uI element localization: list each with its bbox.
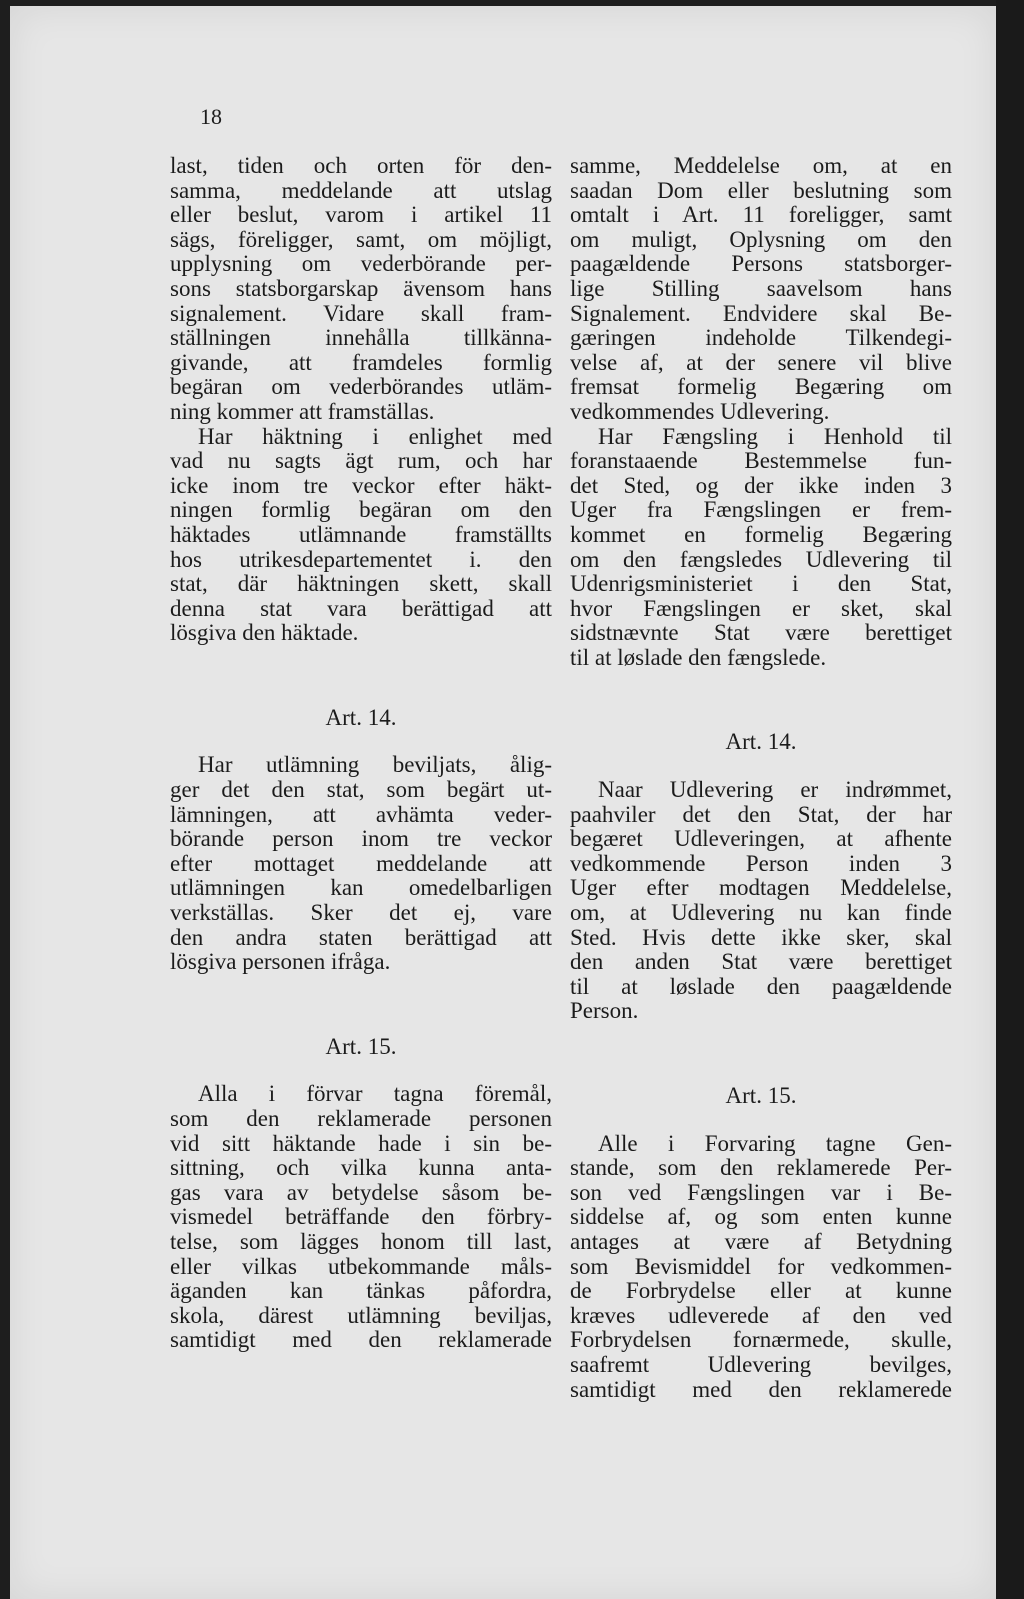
text-line: sons statsborgarskap ävensom hans <box>170 275 552 301</box>
text-line: Signalement. Endvidere skal Be- <box>570 300 952 326</box>
text-line: verkställas. Sker det ej, vare <box>170 900 552 926</box>
text-line: fremsat formelig Begæring om <box>570 374 952 400</box>
text-line: efter mottaget meddelande att <box>170 850 552 876</box>
danish-art15-paragraph <box>570 1132 952 1403</box>
text-line: saadan Dom eller beslutning som <box>570 177 952 203</box>
swedish-art15-heading: Art. 15. <box>325 1033 397 1059</box>
text-line: eller beslut, varom i artikel 11 <box>170 202 552 228</box>
text-line: om muligt, Oplysning om den <box>570 226 952 252</box>
text-line: samtidigt med den reklamerede <box>570 1376 952 1402</box>
text-line: saafremt Udlevering bevilges, <box>570 1351 952 1377</box>
text-line: lige Stilling saavelsom hans <box>570 275 952 301</box>
text-line: til at løslade den fængslede. <box>570 644 827 670</box>
text-line: stat, där häktningen skett, skall <box>170 571 552 597</box>
text-line: velse af, at der senere vil blive <box>570 349 952 375</box>
text-line: begæret Udleveringen, at afhente <box>570 826 952 852</box>
text-line: om den fængsledes Udlevering til <box>570 546 952 572</box>
text-line: som den reklamerade personen <box>170 1106 552 1131</box>
text-line: gæringen indeholde Tilkendegi- <box>570 325 952 351</box>
text-line: gas vara av betydelse såsom be- <box>170 1179 552 1205</box>
text-line: telse, som lägges honom till last, <box>170 1228 552 1254</box>
text-line: paahviler det den Stat, der har <box>570 801 952 827</box>
text-line: eller vilkas utbekommande måls- <box>170 1253 552 1279</box>
text-line: skola, därest utlämning beviljas, <box>170 1302 552 1328</box>
page-number: 18 <box>200 104 222 129</box>
text-line: den anden Stat være berettiget <box>570 949 952 975</box>
text-line: Uger fra Fængslingen er frem- <box>570 497 952 523</box>
text-line: signalement. Vidare skall fram- <box>170 300 552 326</box>
swedish-paragraph-2 <box>170 425 552 646</box>
text-line: börande person inom tre veckor <box>170 826 552 852</box>
text-line: antages at være af Betydning <box>570 1228 952 1254</box>
text-line: sidstnævnte Stat være berettiget <box>570 620 952 646</box>
text-line: begäran om vederbörandes utläm- <box>170 374 552 400</box>
text-line: de Forbrydelse eller at kunne <box>570 1278 952 1304</box>
text-line: sittning, och vilka kunna anta- <box>170 1155 552 1181</box>
text-line: det Sted, og der ikke inden 3 <box>570 472 952 498</box>
text-line: den andra staten berättigad att <box>170 924 552 950</box>
danish-art14-paragraph <box>570 778 952 1024</box>
text-line: upplysning om vederbörande per- <box>170 251 552 277</box>
text-line: hvor Fængslingen er sket, skal <box>570 595 952 621</box>
text-line: son ved Fængslingen var i Be- <box>570 1179 952 1205</box>
danish-art15-heading: Art. 15. <box>725 1083 797 1108</box>
text-line: Naar Udlevering er indrømmet, <box>598 777 952 803</box>
text-line: Sted. Hvis dette ikke sker, skal <box>570 924 952 950</box>
text-line: sägs, föreligger, samt, om möjligt, <box>170 226 552 252</box>
text-line: Alla i förvar tagna föremål, <box>198 1081 552 1107</box>
text-line: ning kommer att framställas. <box>170 398 435 424</box>
text-line: Har utlämning beviljats, ålig- <box>198 752 552 778</box>
page-edge <box>996 0 1024 1599</box>
text-line: vismedel beträffande den förbry- <box>170 1204 552 1230</box>
text-line: Uger efter modtagen Meddelelse, <box>570 875 952 901</box>
text-line: vad nu sagts ägt rum, och har <box>170 448 552 474</box>
text-line: Forbrydelsen fornærmede, skulle, <box>570 1327 952 1353</box>
danish-art14-heading: Art. 14. <box>725 729 797 755</box>
text-line: äganden kan tänkas påfordra, <box>170 1278 552 1304</box>
swedish-art14-paragraph <box>170 753 552 974</box>
text-line: samme, Meddelelse om, at en <box>570 153 952 178</box>
text-line: omtalt i Art. 11 foreligger, samt <box>570 202 952 228</box>
text-line: last, tiden och orten för den- <box>170 153 552 178</box>
danish-paragraph-1 <box>570 154 952 425</box>
text-line: häktades utlämnande framställts <box>170 521 552 547</box>
text-line: stande, som den reklamerede Per- <box>570 1155 952 1181</box>
swedish-column <box>170 154 552 1353</box>
text-line: Alle i Forvaring tagne Gen- <box>598 1130 952 1156</box>
text-line: denna stat vara berättigad att <box>170 595 552 621</box>
text-line: hos utrikesdepartementet i. den <box>170 546 552 572</box>
text-line: ger det den stat, som begärt ut- <box>170 777 552 803</box>
danish-paragraph-2 <box>570 425 952 671</box>
text-line: paagældende Persons statsborger- <box>570 251 952 277</box>
swedish-paragraph-1 <box>170 154 552 425</box>
text-line: ningen formlig begäran om den <box>170 497 552 523</box>
text-line: lösgiva personen ifråga. <box>170 949 391 975</box>
swedish-art15-paragraph <box>170 1082 552 1353</box>
danish-column <box>570 154 952 1402</box>
text-line: kræves udleverede af den ved <box>570 1302 952 1328</box>
text-line: Har Fængsling i Henhold til <box>598 423 952 449</box>
text-line: givande, att framdeles formlig <box>170 349 552 375</box>
text-line: siddelse af, og som enten kunne <box>570 1204 952 1230</box>
text-line: lösgiva den häktade. <box>170 620 359 646</box>
text-line: om, at Udlevering nu kan finde <box>570 900 952 926</box>
text-line: Person. <box>570 998 639 1024</box>
text-line: samtidigt med den reklamerade <box>170 1327 552 1353</box>
text-line: til at løslade den paagældende <box>570 973 952 999</box>
text-line: som Bevismiddel for vedkommen- <box>570 1253 952 1279</box>
text-line: utlämningen kan omedelbarligen <box>170 875 552 901</box>
text-line: vedkommende Person inden 3 <box>570 850 952 876</box>
text-line: Udenrigsministeriet i den Stat, <box>570 571 952 597</box>
text-line: ställningen innehålla tillkänna- <box>170 325 552 351</box>
text-line: icke inom tre veckor efter häkt- <box>170 472 552 498</box>
swedish-art14-heading: Art. 14. <box>325 704 397 730</box>
text-line: vedkommendes Udlevering. <box>570 398 830 424</box>
text-line: samma, meddelande att utslag <box>170 177 552 203</box>
text-line: vid sitt häktande hade i sin be- <box>170 1130 552 1156</box>
text-line: foranstaaende Bestemmelse fun- <box>570 448 952 474</box>
text-line: lämningen, att avhämta veder- <box>170 801 552 827</box>
text-line: Har häktning i enlighet med <box>198 423 552 449</box>
text-line: kommet en formelig Begæring <box>570 521 952 547</box>
